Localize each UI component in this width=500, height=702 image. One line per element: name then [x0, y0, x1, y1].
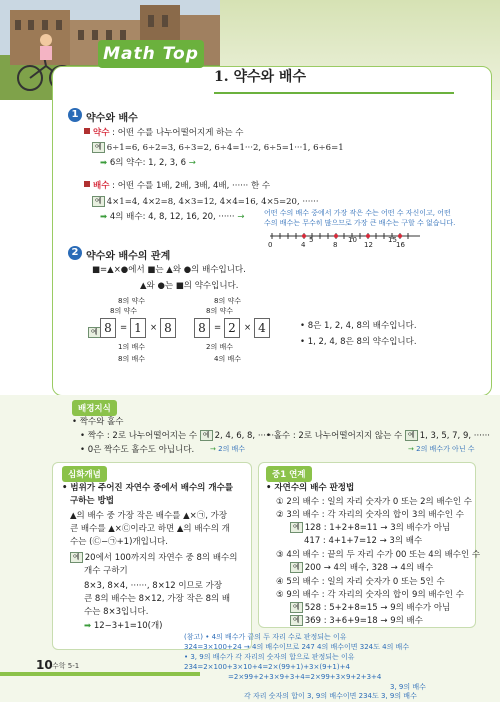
math-top-logo: Math Top [98, 40, 204, 68]
multiple-result: ➡ 4의 배수: 4, 8, 12, 16, 20, ······ → [100, 212, 245, 222]
even-note: → 2의 배수 [210, 445, 246, 453]
eq-b-value-2: 2 [224, 318, 240, 338]
page-number: 10 [36, 658, 53, 672]
rule-item: ③ 4의 배수 : 끝의 두 자리 수가 00 또는 4의 배수인 수 [276, 550, 481, 560]
reference-line: • 3, 9의 배수가 각 자리의 숫자의 합으로 판정되는 이유 [184, 653, 355, 661]
tick-label: 10 [348, 236, 357, 244]
box-a-bottom-label-1: 1의 배수 [118, 343, 145, 351]
rule-example: 예 528 : 5+2+8=15 → 9의 배수가 아님 [290, 602, 450, 614]
arrow-icon: ➡ [100, 212, 108, 222]
reference-line: 3, 9의 배수 [390, 683, 426, 691]
box-b-top-label-1: 8의 약수 [214, 297, 241, 305]
tick-label: 12 [364, 241, 373, 249]
eq-a-equals: = [120, 323, 128, 333]
section-number-1: 1 [68, 108, 82, 122]
tick-label: 4 [301, 241, 306, 249]
eq-b-value-1: 8 [194, 318, 210, 338]
box-a-top-label-2: 8의 약수 [110, 307, 137, 315]
multiple-note-line2: 수의 배수는 무수히 많으므로 가장 큰 배수는 구할 수 없습니다. [264, 219, 456, 227]
eq-b-value-3: 4 [254, 318, 270, 338]
advanced-heading-1: • 범위가 주어진 자연수 중에서 배수의 개수를 [62, 483, 233, 493]
reference-line: =2×99+2+3×9+3+4=2×99+3×9+2+3+4 [228, 673, 382, 681]
tick-label: 5 [309, 236, 314, 244]
example-badge: 예 [92, 196, 105, 207]
box-b-top-label-2: 8의 약수 [206, 307, 233, 315]
example-badge: 예 [405, 430, 418, 441]
tick-label: 15 [388, 236, 397, 244]
odd-note: → 2의 배수가 아닌 수 [408, 445, 475, 453]
example-badge: 예 [92, 142, 105, 153]
fact-2: • 1, 2, 4, 8은 8의 약수입니다. [300, 337, 417, 347]
advanced-line: 개수 구하기 [84, 566, 128, 576]
advanced-line: ▲의 배수 중 가장 작은 배수를 ▲×㉠, 가장 [70, 511, 228, 521]
number-line [268, 230, 423, 254]
reference-line: 각 자리 숫자의 합이 3, 9의 배수이면 234도 3, 9의 배수 [244, 692, 417, 700]
box-a-bottom-label-2: 8의 배수 [118, 355, 145, 363]
rule-example: 예 369 : 3+6+9=18 → 9의 배수 [290, 615, 423, 627]
multiple-example: 예 4×1=4, 4×2=8, 4×3=12, 4×4=16, 4×5=20, ······ [92, 196, 319, 208]
eq-a-value-2: 1 [130, 318, 146, 338]
advanced-line: 수는 (Ⓒ−㉠+1)개입니다. [70, 537, 168, 547]
rule-example: 417 : 4+1+7=12 → 3의 배수 [304, 536, 423, 546]
example-badge: 예 [70, 552, 83, 563]
box-b-bottom-label-2: 4의 배수 [214, 355, 241, 363]
fact-1: • 8은 1, 2, 4, 8의 배수입니다. [300, 321, 417, 331]
advanced-line: 큰 8의 배수는 8×12, 가장 작은 8의 배 [84, 594, 231, 604]
odd-definition: • 홀수 : 2로 나누어떨어지지 않는 수 예 1, 3, 5, 7, 9, ······ [266, 431, 490, 441]
relation-line-2: ▲와 ●는 ■의 약수입니다. [140, 281, 239, 291]
advanced-answer: ➡ 12−3+1=10(개) [84, 621, 163, 631]
bullet-square-icon [84, 181, 90, 187]
title-underline [214, 92, 454, 94]
eq-a-value-3: 8 [160, 318, 176, 338]
middle-heading: • 자연수의 배수 판정법 [266, 483, 355, 493]
tick-label: 0 [268, 241, 273, 249]
bullet-square-icon [84, 128, 90, 134]
reference-line: (참고) • 4의 배수가 끝의 두 자리 수로 판정되는 이유 [184, 633, 347, 641]
divisor-example: 예 6÷1=6, 6÷2=3, 6÷3=2, 6÷4=1···2, 6÷5=1···1, 6÷6=1 [92, 142, 344, 154]
background-heading: • 짝수와 홀수 [72, 417, 124, 427]
middle-tag: 중1 연계 [266, 466, 312, 482]
rule-item: ④ 5의 배수 : 일의 자리 숫자가 0 또는 5인 수 [276, 577, 445, 587]
background-tag: 배경지식 [72, 400, 117, 416]
eq-b-times: × [244, 323, 252, 333]
advanced-heading-2: 구하는 방법 [70, 496, 115, 506]
example-badge: 예 [88, 327, 101, 338]
arrow-icon: ➡ [100, 158, 108, 168]
box-b-bottom-label-1: 2의 배수 [206, 343, 233, 351]
chapter-title: 1. 약수와 배수 [214, 69, 306, 85]
eq-a-value-1: 8 [100, 318, 116, 338]
reference-line: 234=2×100+3×10+4=2×(99+1)+3×(9+1)+4 [184, 663, 350, 671]
box-a-top-label-1: 8의 약수 [118, 297, 145, 305]
example-badge: 예 [200, 430, 213, 441]
section-title-2: 약수와 배수의 관계 [86, 251, 171, 262]
footer-bar [0, 672, 200, 676]
example-badge: 예 [290, 602, 303, 613]
relation-line-1: ■=▲×●에서 ■는 ▲와 ●의 배수입니다. [92, 265, 246, 275]
example-badge: 예 [290, 615, 303, 626]
advanced-example-line: 예 20에서 100까지의 자연수 중 8의 배수의 [70, 552, 237, 564]
rule-item: ① 2의 배수 : 일의 자리 숫자가 0 또는 2의 배수인 수 [276, 497, 473, 507]
zero-note: • 0은 짝수도 홀수도 아닙니다. [80, 445, 195, 455]
divisor-result: ➡ 6의 약수: 1, 2, 3, 6 → [100, 158, 196, 168]
reference-line: 324=3×100+24 → 4의 배수이므로 247 4의 배수이면 324도 4의 배수 [184, 643, 410, 651]
advanced-line: 큰 배수를 ▲×Ⓒ이라고 하면 ▲의 배수의 개 [70, 524, 230, 534]
eq-b-equals: = [214, 323, 222, 333]
multiple-note-line1: 어떤 수의 배수 중에서 가장 작은 수는 어떤 수 자신이고, 어떤 [264, 209, 451, 217]
example-badge: 예 [290, 562, 303, 573]
rule-example: 예 200 → 4의 배수, 328 → 4의 배수 [290, 562, 433, 574]
advanced-tag: 심화개념 [62, 466, 107, 482]
advanced-line: 8×3, 8×4, ······, 8×12 이므로 가장 [84, 581, 223, 591]
page-label: 수학 5-1 [52, 662, 80, 670]
example-badge: 예 [290, 522, 303, 533]
section-title-1: 약수와 배수 [86, 113, 138, 124]
rule-item: ⑤ 9의 배수 : 각 자리의 숫자의 합이 9의 배수인 수 [276, 590, 464, 600]
advanced-line: 수는 8×3입니다. [84, 607, 149, 617]
tick-label: 16 [396, 241, 405, 249]
eq-a-times: × [150, 323, 158, 333]
divisor-definition: 약수 : 어떤 수를 나누어떨어지게 하는 수 [84, 127, 243, 139]
rule-item: ② 3의 배수 : 각 자리의 숫자의 합이 3의 배수인 수 [276, 510, 464, 520]
even-definition: • 짝수 : 2로 나누어떨어지는 수 예 2, 4, 6, 8, ······ [80, 431, 275, 441]
tick-label: 8 [333, 241, 338, 249]
section-number-2: 2 [68, 246, 82, 260]
multiple-definition: 배수 : 어떤 수를 1배, 2배, 3배, 4배, ······ 한 수 [84, 180, 270, 192]
rule-example: 예 128 : 1+2+8=11 → 3의 배수가 아님 [290, 522, 450, 534]
